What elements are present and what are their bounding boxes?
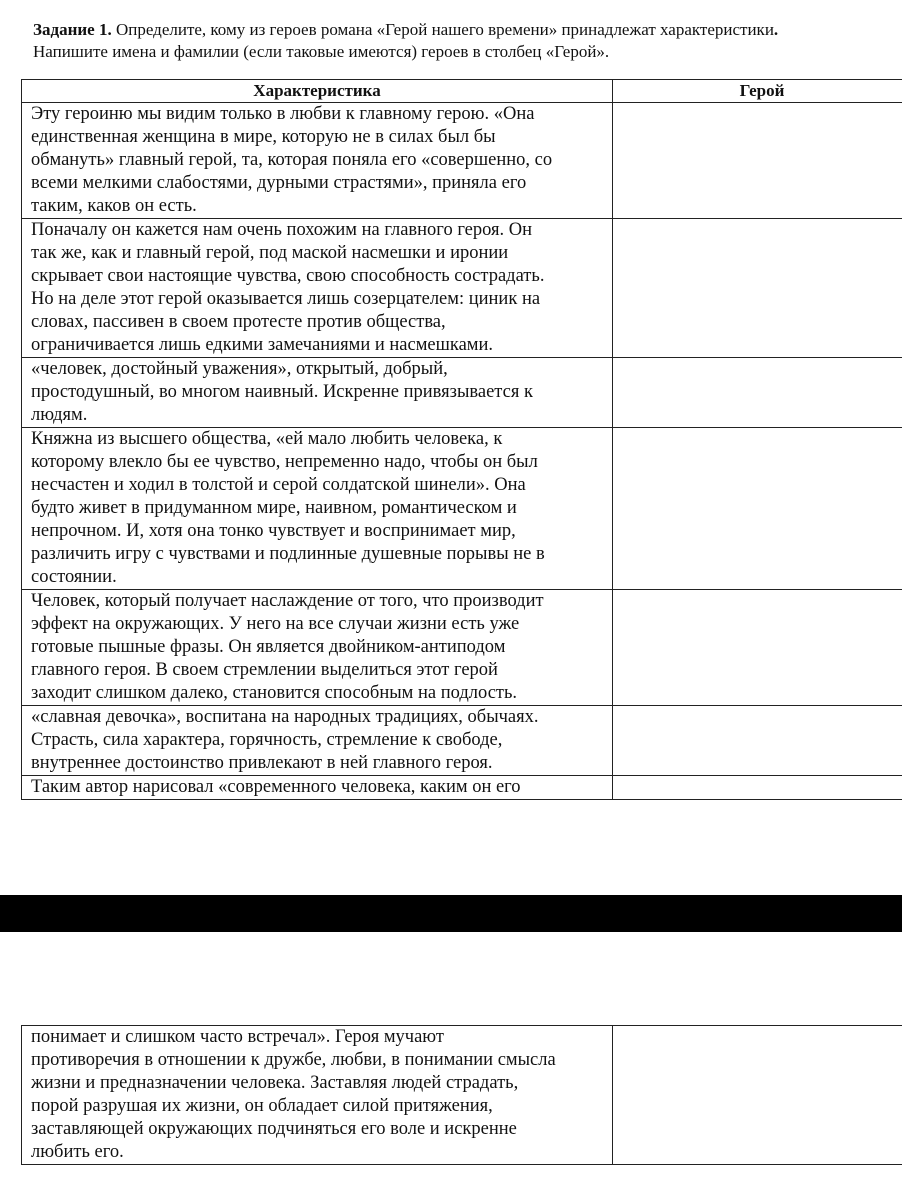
- table-row: [22, 1026, 902, 1165]
- hero-cell[interactable]: [613, 776, 902, 800]
- hero-cell[interactable]: [613, 219, 902, 358]
- table-row: [22, 219, 902, 358]
- table-row: [22, 706, 902, 776]
- characteristic-text: Таким автор нарисовал «современного человека, каким он его: [31, 777, 521, 797]
- hero-cell[interactable]: [613, 1026, 902, 1165]
- characteristic-cell: [22, 706, 613, 776]
- characteristic-cell: [22, 219, 613, 358]
- task-label: Задание 1.: [33, 20, 112, 39]
- task-line-1: [33, 19, 893, 41]
- characteristics-table-continued: [21, 1025, 902, 1165]
- characteristic-cell: [22, 1026, 613, 1165]
- hero-cell[interactable]: [613, 358, 902, 428]
- characteristic-cell: [22, 103, 613, 219]
- characteristic-cell: [22, 358, 613, 428]
- characteristic-cell: [22, 590, 613, 706]
- characteristics-table: [21, 79, 902, 800]
- task-instructions: [33, 19, 893, 63]
- characteristic-text: Человек, который получает наслаждение от того, что производит эффект на окружающих. У него на все случаи жизни есть уже готовые пышные фразы. Он является двойником-антиподом главного героя. В своем стремлении выделиться этот герой заходит слишком далеко, становится способным на подлость.: [31, 591, 544, 703]
- table-row: [22, 428, 902, 590]
- characteristic-text: Эту героиню мы видим только в любви к главному герою. «Она единственная женщина в мире, которую не в силах был бы обмануть» главный герой, та, которая поняла его «совершенно, со всеми мелкими слабостями, дурными страстями», приняла его таким, каков он есть.: [31, 104, 553, 216]
- hero-cell[interactable]: [613, 428, 902, 590]
- table-header-row: [22, 80, 902, 103]
- header-hero: Герой: [613, 80, 902, 103]
- header-characteristic: Характеристика: [22, 80, 613, 103]
- characteristic-text: «славная девочка», воспитана на народных традициях, обычаях. Страсть, сила характера, горячность, стремление к свободе, внутреннее достоинство привлекают в ней главного героя.: [31, 707, 539, 773]
- page-divider-bar: [0, 895, 902, 932]
- table-row: [22, 103, 902, 219]
- characteristic-text: Княжна из высшего общества, «ей мало любить человека, к которому влекло бы ее чувство, непременно надо, чтобы он был несчастен и ходил в толстой и серой солдатской шинели». Она будто живет в придуманном мире, наивном, романтическом и непрочном. И, хотя она тонко чувствует и воспринимает мир, различить игру с чувствами и подлинные душевные порывы не в состоянии.: [31, 429, 545, 587]
- characteristic-text: Поначалу он кажется нам очень похожим на главного героя. Он так же, как и главный герой, под маской насмешки и иронии скрывает свои настоящие чувства, свою способность сострадать. Но на деле этот герой оказывается лишь созерцателем: циник на словах, пассивен в своем протесте против общества, ограничивается лишь едкими замечаниями и насмешками.: [31, 220, 545, 355]
- hero-cell[interactable]: [613, 706, 902, 776]
- task-line1-end: .: [773, 20, 779, 39]
- table-row: [22, 590, 902, 706]
- characteristic-text: «человек, достойный уважения», открытый, добрый, простодушный, во многом наивный. Искренне привязывается к людям.: [31, 359, 533, 425]
- table-row: [22, 358, 902, 428]
- task-line1-text: Определите, кому из героев романа «Герой нашего времени» принадлежат характеристики: [111, 20, 774, 39]
- task-line-2: Напишите имена и фамилии (если таковые имеются) героев в столбец «Герой».: [33, 42, 610, 61]
- hero-cell[interactable]: [613, 103, 902, 219]
- characteristic-text: понимает и слишком часто встречал». Героя мучают противоречия в отношении к дружбе, любви, в понимании смысла жизни и предназначении человека. Заставляя людей страдать, порой разрушая их жизни, он обладает силой притяжения, заставляющей окружающих подчиняться его воле и искренне любить его.: [31, 1027, 556, 1162]
- characteristic-cell: [22, 428, 613, 590]
- hero-cell[interactable]: [613, 590, 902, 706]
- characteristic-cell: [22, 776, 613, 800]
- table-row: [22, 776, 902, 800]
